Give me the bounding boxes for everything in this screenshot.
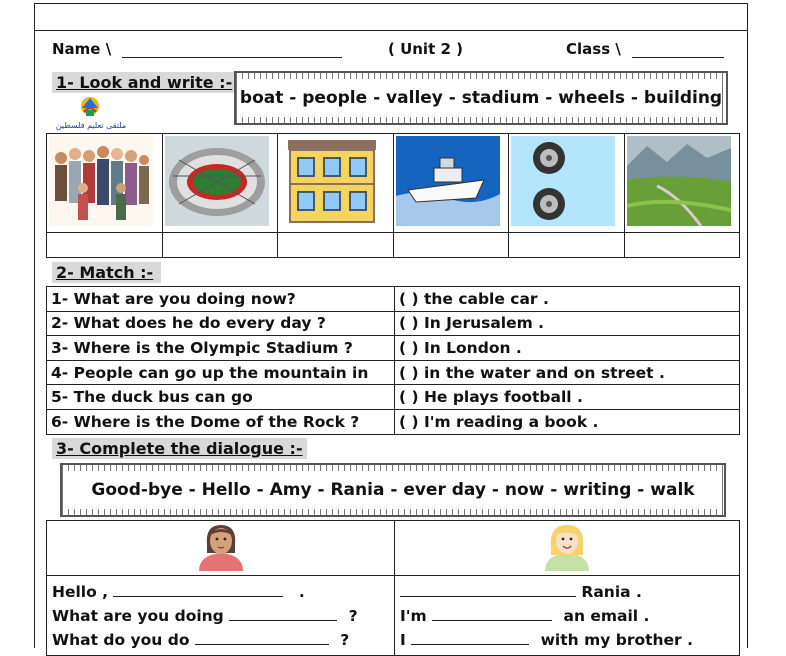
wheels-image	[509, 134, 625, 233]
stadium-image	[162, 134, 278, 233]
answer-cell-1[interactable]	[47, 233, 163, 258]
match-question: 2- What does he do every day ?	[47, 311, 395, 336]
word-bank-1	[234, 71, 728, 125]
left-line-2-text: What are you doing	[52, 607, 224, 625]
logo-text: ملتقى تعليم فلسطين	[55, 121, 127, 130]
girl-avatar-cell	[47, 521, 395, 576]
people-image	[47, 134, 163, 233]
answer-cell-5[interactable]	[509, 233, 625, 258]
class-blank[interactable]	[632, 44, 724, 58]
right-blank-3[interactable]	[411, 631, 529, 645]
left-dialogue-cell	[47, 576, 395, 656]
match-answer[interactable]: ( ) In Jerusalem .	[395, 311, 740, 336]
section2-title: 2- Match :-	[52, 262, 161, 283]
left-line-3-end: ?	[340, 631, 350, 649]
building-image	[278, 134, 394, 233]
match-answer[interactable]: ( ) in the water and on street .	[395, 360, 740, 385]
left-line-3	[47, 628, 394, 652]
word-bank-3-text: Good-bye - Hello - Amy - Rania - ever day - now - writing - walk	[68, 471, 718, 509]
match-question: 1- What are you doing now?	[47, 287, 395, 312]
name-field[interactable]	[52, 40, 342, 58]
valley-image	[624, 134, 740, 233]
match-row	[47, 311, 740, 336]
section3-title: 3- Complete the dialogue :-	[52, 438, 307, 459]
right-dialogue-cell	[395, 576, 740, 656]
left-line-1-text: Hello ,	[52, 583, 109, 601]
right-line-3-end: with my brother .	[540, 631, 693, 649]
match-row	[47, 336, 740, 361]
right-line-2	[395, 604, 739, 628]
right-blank-2[interactable]	[432, 607, 552, 621]
match-question: 6- Where is the Dome of the Rock ?	[47, 409, 395, 434]
match-answer[interactable]: ( ) I'm reading a book .	[395, 409, 740, 434]
logo-icon	[46, 94, 136, 134]
match-question: 4- People can go up the mountain in	[47, 360, 395, 385]
logo	[46, 94, 136, 134]
match-answer[interactable]: ( ) In London .	[395, 336, 740, 361]
match-row	[47, 287, 740, 312]
class-field[interactable]	[566, 40, 724, 58]
right-line-3-text: I	[400, 631, 406, 649]
left-line-1-end: .	[298, 583, 305, 601]
girl-dark-hair-avatar	[181, 521, 261, 571]
right-line-2-text: I'm	[400, 607, 427, 625]
boat-image	[393, 134, 509, 233]
name-label: Name \	[52, 40, 112, 58]
section1-title: 1- Look and write :-	[52, 72, 236, 93]
right-line-2-end: an email .	[563, 607, 650, 625]
left-blank-3[interactable]	[195, 631, 329, 645]
match-answer[interactable]: ( ) the cable car .	[395, 287, 740, 312]
name-blank[interactable]	[122, 44, 342, 58]
girl-avatar-cell	[395, 521, 740, 576]
class-label: Class \	[566, 40, 621, 58]
answer-cell-4[interactable]	[393, 233, 509, 258]
left-line-3-text: What do you do	[52, 631, 190, 649]
dialogue-table	[46, 520, 740, 656]
right-blank-1[interactable]	[400, 583, 576, 597]
unit-label: ( Unit 2 )	[388, 40, 463, 58]
match-row	[47, 360, 740, 385]
match-row	[47, 409, 740, 434]
match-table	[46, 286, 740, 435]
left-blank-2[interactable]	[229, 607, 337, 621]
answer-cell-3[interactable]	[278, 233, 394, 258]
girl-blonde-avatar	[527, 521, 607, 571]
right-line-1	[395, 580, 739, 604]
match-question: 5- The duck bus can go	[47, 385, 395, 410]
word-bank-1-text: boat - people - valley - stadium - wheels - building	[242, 79, 720, 117]
match-row	[47, 385, 740, 410]
answer-cell-6[interactable]	[624, 233, 740, 258]
top-bar	[34, 3, 748, 31]
word-bank-3	[60, 463, 726, 517]
left-line-2-end: ?	[348, 607, 358, 625]
left-blank-1[interactable]	[113, 583, 283, 597]
right-line-3	[395, 628, 739, 652]
pictures-table	[46, 133, 740, 258]
match-answer[interactable]: ( ) He plays football .	[395, 385, 740, 410]
match-question: 3- Where is the Olympic Stadium ?	[47, 336, 395, 361]
left-line-2	[47, 604, 394, 628]
right-line-1-end: Rania .	[581, 583, 642, 601]
left-line-1	[47, 580, 394, 604]
answer-cell-2[interactable]	[162, 233, 278, 258]
